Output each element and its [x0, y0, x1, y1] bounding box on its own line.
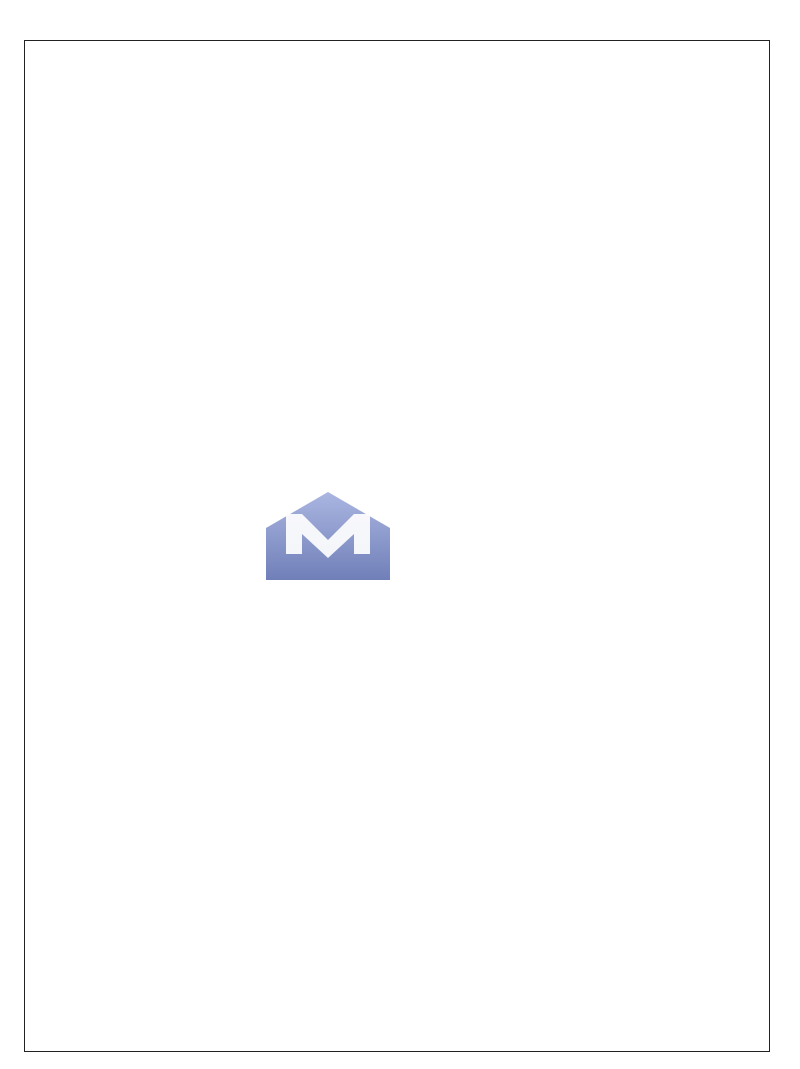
watermark: [262, 488, 562, 588]
mkwell-logo-icon: [262, 488, 402, 588]
